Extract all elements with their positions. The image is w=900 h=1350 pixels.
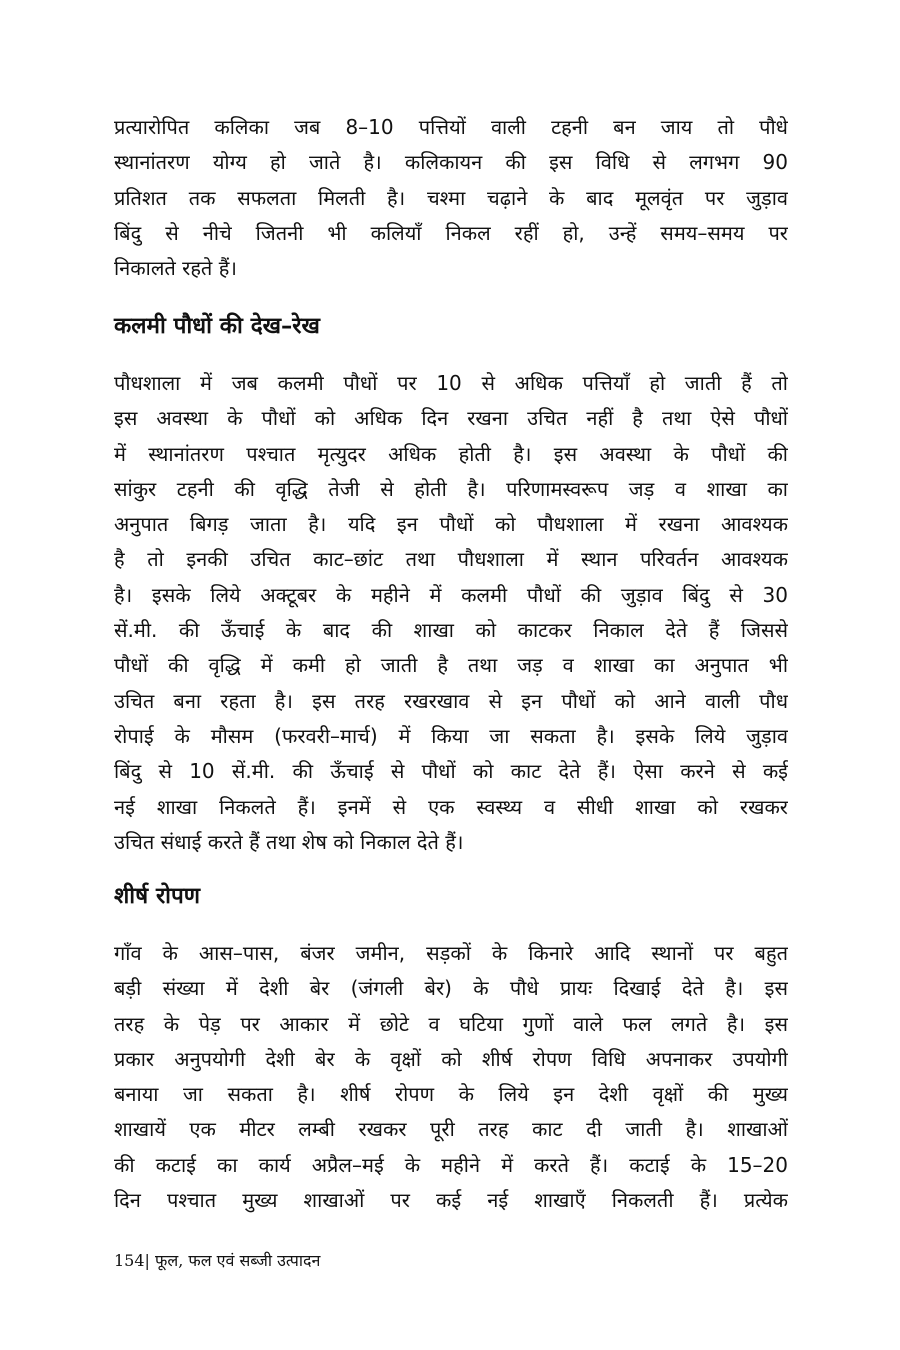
text-line: निकालते रहते हैं। [114, 256, 237, 281]
footer-separator: | [144, 1251, 150, 1270]
text-line: है। इसके लिये अक्टूबर के महीने में कलमी पौधों की जुड़ाव बिंदु से 30 [114, 582, 788, 607]
text-line: प्रकार अनुपयोगी देशी बेर के वृक्षों को शीर्ष रोपण विधि अपनाकर उपयोगी [114, 1046, 788, 1071]
text-line: बिंदु से नीचे जितनी भी कलियाँ निकल रहीं हो, उन्हें समय–समय पर [114, 220, 788, 245]
text-line: रोपाई के मौसम (फरवरी–मार्च) में किया जा सकता है। इसके लिये जुड़ाव [114, 723, 788, 748]
text-line: सें.मी. की ऊँचाई के बाद की शाखा को काटकर निकाल देते हैं जिससे [114, 618, 788, 643]
text-line: शाखायें एक मीटर लम्बी रखकर पूरी तरह काट दी जाती है। शाखाओं [114, 1117, 788, 1142]
text-line: उचित संधाई करते हैं तथा शेष को निकाल देते हैं। [114, 829, 464, 854]
book-title: फूल, फल एवं सब्जी उत्पादन [149, 1251, 321, 1270]
text-line: पौधशाला में जब कलमी पौधों पर 10 से अधिक पत्तियाँ हो जाती हैं तो [114, 371, 788, 395]
text-line: है तो इनकी उचित काट–छांट तथा पौधशाला में स्थान परिवर्तन आवश्यक [114, 547, 788, 572]
text-line: पौधों की वृद्धि में कमी हो जाती है तथा जड़ व शाखा का अनुपात भी [114, 653, 788, 678]
text-line: दिन पश्चात मुख्य शाखाओं पर कई नई शाखाएँ निकलती हैं। प्रत्येक [114, 1188, 788, 1213]
paragraph-grafted-bud [114, 110, 788, 286]
text-line: बनाया जा सकता है। शीर्ष रोपण के लिये इन देशी वृक्षों की मुख्य [114, 1082, 788, 1107]
text-line: की कटाई का कार्य अप्रैल–मई के महीने में करते हैं। कटाई के 15–20 [114, 1152, 788, 1177]
text-line: नई शाखा निकलते हैं। इनमें से एक स्वस्थ्य व सीधी शाखा को रखकर [114, 794, 788, 819]
text-line: तरह के पेड़ पर आकार में छोटे व घटिया गुणों वाले फल लगते है। इस [114, 1011, 788, 1036]
paragraph-top-working [114, 936, 788, 1218]
paragraph-grafted-plant-care [114, 366, 788, 860]
text-line: प्रतिशत तक सफलता मिलती है। चश्मा चढ़ाने के बाद मूलवृंत पर जुड़ाव [114, 185, 788, 210]
text-line: बिंदु से 10 सें.मी. की ऊँचाई से पौधों को काट देते हैं। ऐसा करने से कई [114, 759, 788, 784]
section-heading-grafted-plant-care: कलमी पौधों की देख–रेख [114, 313, 320, 339]
text-line: इस अवस्था के पौधों को अधिक दिन रखना उचित नहीं है तथा ऐसे पौधों [114, 406, 788, 431]
text-line: उचित बना रहता है। इस तरह रखरखाव से इन पौधों को आने वाली पौध [114, 688, 788, 713]
text-line: बड़ी संख्या में देशी बेर (जंगली बेर) के पौधे प्रायः दिखाई देते है। इस [114, 976, 788, 1001]
page-number: 154 [114, 1251, 145, 1270]
text-line: में स्थानांतरण पश्चात मृत्युदर अधिक होती है। इस अवस्था के पौधों की [114, 441, 788, 466]
text-line: गाँव के आस–पास, बंजर जमीन, सड़कों के किनारे आदि स्थानों पर बहुत [114, 941, 788, 965]
text-line: स्थानांतरण योग्य हो जाते है। कलिकायन की इस विधि से लगभग 90 [114, 150, 788, 175]
section-heading-top-working: शीर्ष रोपण [114, 883, 201, 909]
text-line: प्रत्यारोपित कलिका जब 8–10 पत्तियों वाली टहनी बन जाय तो पौधे [114, 115, 788, 139]
text-line: सांकुर टहनी की वृद्धि तेजी से होती है। परिणामस्वरूप जड़ व शाखा का [114, 476, 788, 501]
text-line: अनुपात बिगड़ जाता है। यदि इन पौधों को पौधशाला में रखना आवश्यक [114, 512, 788, 537]
page-footer [114, 1250, 320, 1272]
